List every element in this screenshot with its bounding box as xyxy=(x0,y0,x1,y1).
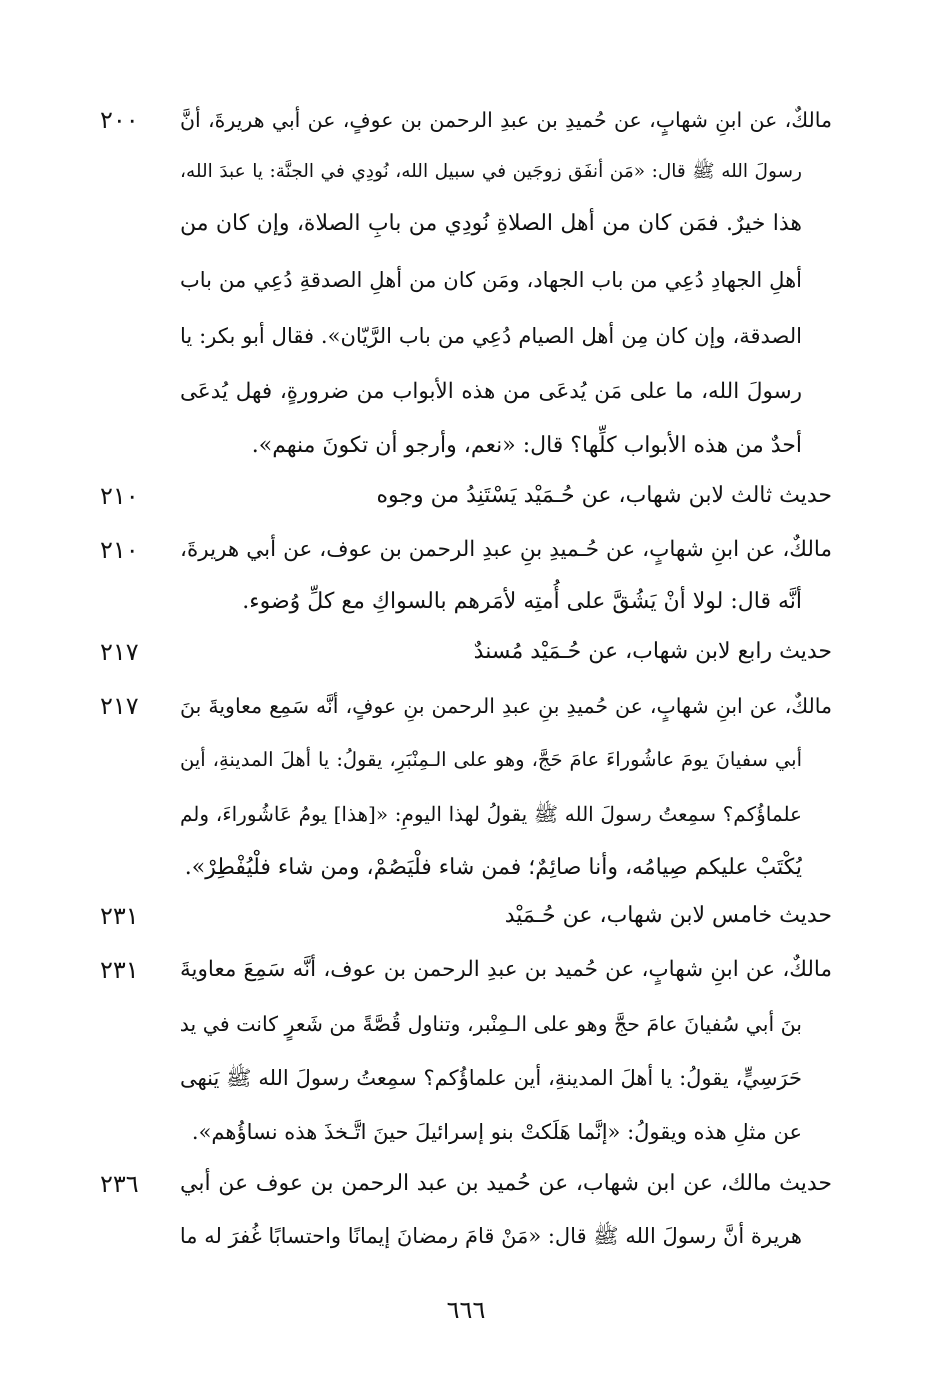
text-line: حديث مالك، عن ابن شهاب، عن حُميد بن عبد الرحمن بن عوف عن أبي xyxy=(180,1171,832,1196)
text-line: أهلِ الجهادِ دُعِي من باب الجهاد، ومَن كان من أهلِ الصدقةِ دُعِي من باب xyxy=(180,268,802,292)
text-line: مالكٌ، عن ابنِ شهابٍ، عن حُميدِ بنِ عبدِ الرحمن بنِ عوفٍ، أنَّه سَمِع معاويةَ بنَ xyxy=(180,694,832,718)
text-line: مالكٌ، عن ابنِ شهابٍ، عن حُـميدِ بنِ عبدِ الرحمن بن عوف، عن أبي هريرةَ، xyxy=(180,537,832,562)
hadith-231-line-4 xyxy=(100,1106,832,1158)
text-line: هريرة أنَّ رسولَ الله ﷺ قال: «مَنْ قامَ رمضانَ إيمانًا واحتسابًا غُفرَ له ما xyxy=(180,1224,802,1248)
text-line: أنَّه قال: لولا أنْ يَشُقَّ على أُمتِه لأمَرهم بالسواكِ مع كلِّ وُضوء. xyxy=(242,589,802,614)
hadith-217-line-1 xyxy=(100,680,832,732)
section-heading: حديث ثالث لابن شهاب، عن حُـمَيْد يَسْتَنِدُ من وجوه xyxy=(376,483,832,508)
hadith-200-line-7 xyxy=(100,420,832,472)
text-line: رسولَ الله، ما على مَن يُدعَى من هذه الأبواب من ضرورةٍ، فهل يُدعَى xyxy=(180,379,802,404)
text-line: حَرَسِيٍّ، يقولُ: يا أهلَ المدينةِ، أين علماؤُكم؟ سمِعتُ رسولَ الله ﷺ يَنهى xyxy=(180,1066,802,1090)
hadith-200-line-6 xyxy=(100,366,832,418)
text-line: أحدٌ من هذه الأبواب كلِّها؟ قال: «نعم، وأرجو أن تكونَ منهم». xyxy=(251,433,802,458)
text-line: مالكٌ، عن ابنِ شهابٍ، عن حُميد بن عبدِ الرحمن بن عوف، أنَّه سَمِعَ معاويةَ xyxy=(180,957,832,982)
hadith-200-line-2 xyxy=(100,146,832,198)
text-line: مالكٌ، عن ابنِ شهابٍ، عن حُميدِ بن عبدِ الرحمن بن عوفٍ، عن أبي هريرةَ، أنَّ xyxy=(180,108,832,132)
hadith-210-line-1 xyxy=(100,524,832,576)
hadith-number: ٢١٧ xyxy=(100,692,139,720)
hadith-number: ٢٣٦ xyxy=(100,1170,139,1198)
text-line: عن مثلِ هذه ويقولُ: «إنَّما هَلَكتْ بنو إسرائيلَ حينَ اتَّـخذَ هذه نساؤُهم». xyxy=(191,1120,802,1144)
page-ref-number: ٢١٧ xyxy=(100,638,139,666)
section-heading: حديث رابع لابن شهاب، عن حُـمَيْد مُسندٌ xyxy=(473,639,832,664)
hadith-217-line-4 xyxy=(100,842,832,894)
hadith-200-line-1 xyxy=(100,94,832,146)
text-line: يُكْتَبْ عليكم صِيامُه، وأنا صائِمٌ؛ فمن شاء فلْيَصُمْ، ومن شاء فلْيُفْطِرْ». xyxy=(184,855,802,880)
hadith-210-line-2 xyxy=(100,576,832,628)
page-ref-number: ٢١٠ xyxy=(100,482,139,510)
hadith-217-line-3 xyxy=(100,788,832,840)
hadith-231-line-1 xyxy=(100,944,832,996)
section-heading: حديث خامس لابن شهاب، عن حُـمَيْد xyxy=(504,903,832,928)
hadith-200-line-5 xyxy=(100,310,832,362)
text-line: أبي سفيانَ يومَ عاشُوراءَ عامَ حَجَّ، وهو على الـمِنْبَرِ، يقولُ: يا أهلَ المدينةِ، أين xyxy=(180,748,802,771)
text-line: علماؤُكم؟ سمِعتُ رسولَ الله ﷺ يقولُ لهذا اليومِ: «[هذا] يومُ عَاشُوراءَ، ولم xyxy=(180,802,802,826)
section-heading-231 xyxy=(100,890,832,942)
hadith-236-line-2 xyxy=(100,1210,832,1262)
hadith-231-line-3 xyxy=(100,1052,832,1104)
hadith-236-line-1 xyxy=(100,1158,832,1210)
hadith-200-line-3 xyxy=(100,198,832,250)
page-number: ٦٦٦ xyxy=(446,1296,486,1324)
text-line: الصدقة، وإن كان مِن أهل الصيام دُعِي من باب الرَّيّان». فقال أبو بكر: يا xyxy=(180,324,802,348)
text-line: رسولَ الله ﷺ قال: «مَن أنفَق زوجَين في سبيل الله، نُودِي في الجنَّة: يا عبدَ الله، xyxy=(180,161,802,182)
hadith-number: ٢٠٠ xyxy=(100,106,139,134)
page-ref-number: ٢٣١ xyxy=(100,902,139,930)
hadith-200-line-4 xyxy=(100,254,832,306)
hadith-217-line-2 xyxy=(100,734,832,786)
hadith-number: ٢٣١ xyxy=(100,956,139,984)
text-line: هذا خيرٌ. فمَن كان من أهل الصلاةِ نُودِي من بابِ الصلاة، وإن كان من xyxy=(180,211,802,236)
section-heading-210 xyxy=(100,470,832,522)
hadith-231-line-2 xyxy=(100,998,832,1050)
hadith-number: ٢١٠ xyxy=(100,536,139,564)
text-line: بنَ أبي سُفيانَ عامَ حجَّ وهو على الـمِنْبر، وتناول قُصَّةً من شَعرٍ كانت في يد xyxy=(180,1012,802,1036)
section-heading-217 xyxy=(100,626,832,678)
